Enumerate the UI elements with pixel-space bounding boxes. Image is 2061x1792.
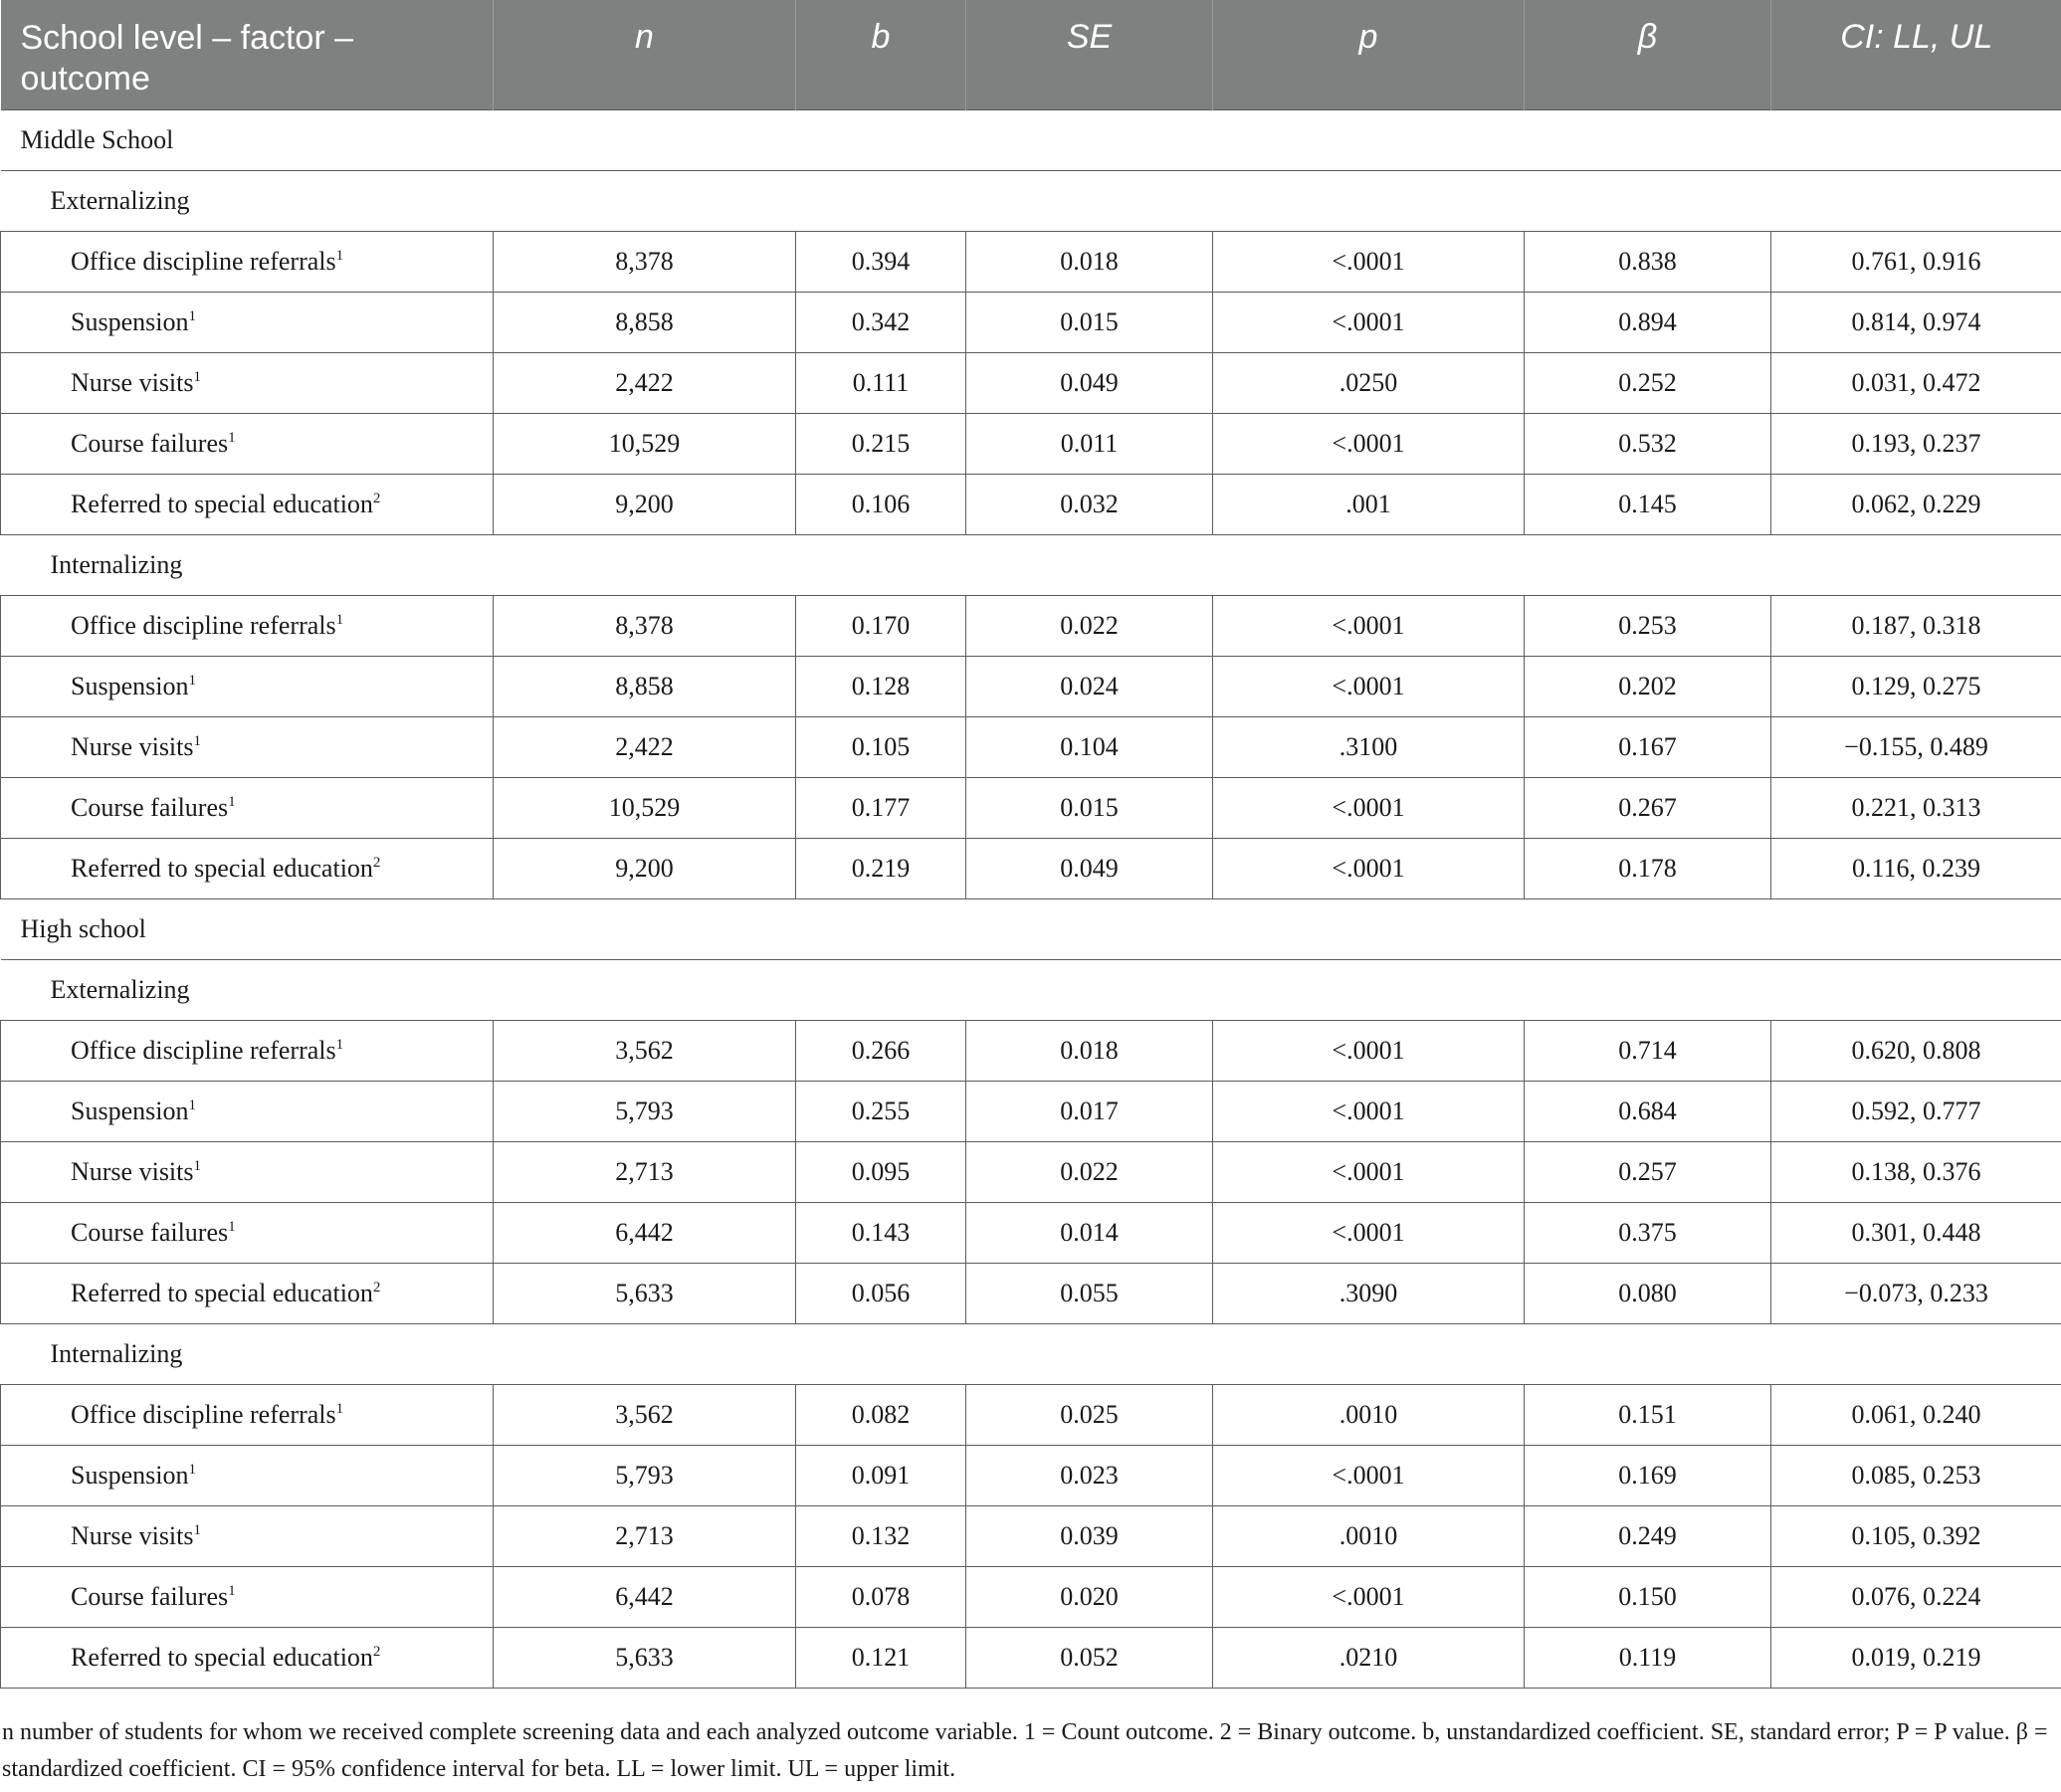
table-row xyxy=(1,352,2061,413)
outcome-type-marker: 1 xyxy=(335,1036,344,1053)
ci-cell: −0.073, 0.233 xyxy=(1771,1263,2061,1323)
table-row xyxy=(1,595,2061,656)
outcome-type-marker: 1 xyxy=(228,1582,236,1599)
beta-cell: 0.202 xyxy=(1525,656,1771,716)
outcome-label: Suspension xyxy=(71,1460,189,1490)
col-header-ci: CI: LL, UL xyxy=(1771,0,2061,109)
outcome-label: Nurse visits xyxy=(71,1156,194,1186)
table-row xyxy=(1,1384,2061,1445)
b-cell: 0.132 xyxy=(796,1505,966,1566)
beta-cell: 0.252 xyxy=(1525,352,1771,413)
beta-cell: 0.151 xyxy=(1525,1384,1771,1445)
beta-cell: 0.249 xyxy=(1525,1505,1771,1566)
p-cell: <.0001 xyxy=(1213,413,1525,474)
outcome-cell xyxy=(1,1141,494,1202)
col-header-school-level: School level – factor – outcome xyxy=(1,0,494,109)
p-cell: <.0001 xyxy=(1213,838,1525,898)
n-cell: 9,200 xyxy=(494,838,796,898)
p-cell: .3100 xyxy=(1213,716,1525,777)
b-cell: 0.215 xyxy=(796,413,966,474)
table-row xyxy=(1,413,2061,474)
factor-row xyxy=(1,170,2061,231)
b-cell: 0.266 xyxy=(796,1020,966,1081)
outcome-type-marker: 1 xyxy=(335,247,344,264)
outcome-type-marker: 1 xyxy=(193,1521,201,1538)
outcome-cell xyxy=(1,1384,494,1445)
outcome-cell xyxy=(1,352,494,413)
ci-cell: 0.592, 0.777 xyxy=(1771,1081,2061,1141)
ci-cell: 0.301, 0.448 xyxy=(1771,1202,2061,1263)
table-row xyxy=(1,1141,2061,1202)
outcome-type-marker: 1 xyxy=(188,1096,196,1113)
beta-cell: 0.684 xyxy=(1525,1081,1771,1141)
outcome-label: Office discipline referrals xyxy=(71,246,336,276)
ci-cell: 0.062, 0.229 xyxy=(1771,474,2061,534)
outcome-cell xyxy=(1,716,494,777)
beta-cell: 0.150 xyxy=(1525,1566,1771,1627)
p-cell: <.0001 xyxy=(1213,231,1525,292)
table-body xyxy=(1,109,2061,1688)
outcome-type-marker: 1 xyxy=(193,368,201,385)
p-cell: <.0001 xyxy=(1213,595,1525,656)
outcome-label: Referred to special education xyxy=(71,1278,373,1307)
ci-cell: 0.085, 0.253 xyxy=(1771,1445,2061,1505)
outcome-cell xyxy=(1,1020,494,1081)
se-cell: 0.022 xyxy=(966,595,1213,656)
beta-cell: 0.894 xyxy=(1525,292,1771,352)
table-row xyxy=(1,716,2061,777)
outcome-cell xyxy=(1,1202,494,1263)
se-cell: 0.049 xyxy=(966,352,1213,413)
b-cell: 0.394 xyxy=(796,231,966,292)
beta-cell: 0.375 xyxy=(1525,1202,1771,1263)
factor-row-label: Internalizing xyxy=(1,1323,2061,1384)
beta-cell: 0.167 xyxy=(1525,716,1771,777)
p-cell: .3090 xyxy=(1213,1263,1525,1323)
b-cell: 0.105 xyxy=(796,716,966,777)
outcome-label: Course failures xyxy=(71,792,229,822)
ci-cell: 0.221, 0.313 xyxy=(1771,777,2061,838)
table-row xyxy=(1,1263,2061,1323)
ci-cell: 0.187, 0.318 xyxy=(1771,595,2061,656)
b-cell: 0.342 xyxy=(796,292,966,352)
b-cell: 0.143 xyxy=(796,1202,966,1263)
outcome-label: Referred to special education xyxy=(71,1642,373,1672)
n-cell: 6,442 xyxy=(494,1202,796,1263)
n-cell: 10,529 xyxy=(494,413,796,474)
outcome-type-marker: 2 xyxy=(372,490,381,506)
beta-cell: 0.253 xyxy=(1525,595,1771,656)
outcome-label: Office discipline referrals xyxy=(71,610,336,640)
beta-cell: 0.169 xyxy=(1525,1445,1771,1505)
se-cell: 0.017 xyxy=(966,1081,1213,1141)
se-cell: 0.018 xyxy=(966,231,1213,292)
b-cell: 0.121 xyxy=(796,1627,966,1688)
outcome-type-marker: 1 xyxy=(228,1218,236,1235)
outcome-cell xyxy=(1,413,494,474)
n-cell: 5,793 xyxy=(494,1445,796,1505)
outcome-cell xyxy=(1,1505,494,1566)
outcome-cell xyxy=(1,1566,494,1627)
p-cell: .0250 xyxy=(1213,352,1525,413)
ci-cell: 0.193, 0.237 xyxy=(1771,413,2061,474)
beta-cell: 0.119 xyxy=(1525,1627,1771,1688)
outcome-label: Office discipline referrals xyxy=(71,1399,336,1429)
ci-cell: 0.620, 0.808 xyxy=(1771,1020,2061,1081)
p-cell: <.0001 xyxy=(1213,1020,1525,1081)
se-cell: 0.032 xyxy=(966,474,1213,534)
outcome-label: Office discipline referrals xyxy=(71,1035,336,1065)
col-header-n: n xyxy=(494,0,796,109)
table-row xyxy=(1,1081,2061,1141)
p-cell: .0010 xyxy=(1213,1505,1525,1566)
se-cell: 0.022 xyxy=(966,1141,1213,1202)
col-header-beta: β xyxy=(1525,0,1771,109)
col-header-b: b xyxy=(796,0,966,109)
section-row xyxy=(1,898,2061,959)
ci-cell: 0.076, 0.224 xyxy=(1771,1566,2061,1627)
n-cell: 5,633 xyxy=(494,1263,796,1323)
n-cell: 2,422 xyxy=(494,352,796,413)
ci-cell: 0.019, 0.219 xyxy=(1771,1627,2061,1688)
n-cell: 6,442 xyxy=(494,1566,796,1627)
n-cell: 2,422 xyxy=(494,716,796,777)
table-row xyxy=(1,1445,2061,1505)
section-row-label: Middle School xyxy=(1,109,2061,170)
factor-row-label: Internalizing xyxy=(1,534,2061,595)
p-cell: <.0001 xyxy=(1213,1141,1525,1202)
table-row xyxy=(1,1505,2061,1566)
outcome-type-marker: 2 xyxy=(372,1279,381,1295)
ci-cell: 0.116, 0.239 xyxy=(1771,838,2061,898)
outcome-cell xyxy=(1,474,494,534)
p-cell: <.0001 xyxy=(1213,1081,1525,1141)
table-row xyxy=(1,656,2061,716)
outcome-label: Suspension xyxy=(71,306,189,336)
table-footnote: n number of students for whom we received complete screening data and each analyzed outcome variable. 1 = Count outcome. 2 = Binary outcome. b, unstandardized coefficient. SE, standard error; P = P value. β = standardized coefficient. CI = 95% confidence interval for beta. LL = lower limit. UL = upper limit. xyxy=(2,1719,2048,1782)
beta-cell: 0.178 xyxy=(1525,838,1771,898)
n-cell: 2,713 xyxy=(494,1141,796,1202)
outcome-type-marker: 1 xyxy=(335,1400,344,1417)
outcome-cell xyxy=(1,292,494,352)
outcome-cell xyxy=(1,1263,494,1323)
outcome-label: Suspension xyxy=(71,671,189,700)
outcome-type-marker: 2 xyxy=(372,1643,381,1660)
b-cell: 0.078 xyxy=(796,1566,966,1627)
outcome-type-marker: 1 xyxy=(335,611,344,628)
n-cell: 5,633 xyxy=(494,1627,796,1688)
p-cell: <.0001 xyxy=(1213,1445,1525,1505)
b-cell: 0.091 xyxy=(796,1445,966,1505)
section-row-label: High school xyxy=(1,898,2061,959)
outcome-label: Course failures xyxy=(71,1581,229,1611)
n-cell: 8,858 xyxy=(494,656,796,716)
n-cell: 8,858 xyxy=(494,292,796,352)
p-cell: <.0001 xyxy=(1213,1566,1525,1627)
table-row xyxy=(1,292,2061,352)
outcome-label: Nurse visits xyxy=(71,1520,194,1550)
outcome-label: Suspension xyxy=(71,1095,189,1125)
b-cell: 0.056 xyxy=(796,1263,966,1323)
p-cell: .001 xyxy=(1213,474,1525,534)
p-cell: <.0001 xyxy=(1213,656,1525,716)
factor-row xyxy=(1,959,2061,1020)
b-cell: 0.177 xyxy=(796,777,966,838)
p-cell: .0210 xyxy=(1213,1627,1525,1688)
outcome-label: Nurse visits xyxy=(71,731,194,761)
b-cell: 0.128 xyxy=(796,656,966,716)
p-cell: <.0001 xyxy=(1213,1202,1525,1263)
b-cell: 0.106 xyxy=(796,474,966,534)
outcome-cell xyxy=(1,1081,494,1141)
p-cell: <.0001 xyxy=(1213,292,1525,352)
table-row xyxy=(1,474,2061,534)
outcome-type-marker: 1 xyxy=(193,1157,201,1174)
p-cell: <.0001 xyxy=(1213,777,1525,838)
table-row xyxy=(1,1627,2061,1688)
ci-cell: 0.138, 0.376 xyxy=(1771,1141,2061,1202)
outcome-type-marker: 1 xyxy=(228,429,236,446)
table-row xyxy=(1,1202,2061,1263)
se-cell: 0.018 xyxy=(966,1020,1213,1081)
outcome-label: Course failures xyxy=(71,1217,229,1247)
b-cell: 0.111 xyxy=(796,352,966,413)
outcome-label: Nurse visits xyxy=(71,367,194,397)
col-header-p: p xyxy=(1213,0,1525,109)
se-cell: 0.055 xyxy=(966,1263,1213,1323)
outcome-cell xyxy=(1,1445,494,1505)
n-cell: 8,378 xyxy=(494,595,796,656)
beta-cell: 0.145 xyxy=(1525,474,1771,534)
outcome-type-marker: 1 xyxy=(188,307,196,324)
table-row xyxy=(1,1566,2061,1627)
ci-cell: −0.155, 0.489 xyxy=(1771,716,2061,777)
b-cell: 0.255 xyxy=(796,1081,966,1141)
table-row xyxy=(1,777,2061,838)
beta-cell: 0.714 xyxy=(1525,1020,1771,1081)
n-cell: 3,562 xyxy=(494,1384,796,1445)
outcome-cell xyxy=(1,595,494,656)
factor-row-label: Externalizing xyxy=(1,170,2061,231)
ci-cell: 0.814, 0.974 xyxy=(1771,292,2061,352)
beta-cell: 0.532 xyxy=(1525,413,1771,474)
ci-cell: 0.061, 0.240 xyxy=(1771,1384,2061,1445)
beta-cell: 0.267 xyxy=(1525,777,1771,838)
beta-cell: 0.257 xyxy=(1525,1141,1771,1202)
ci-cell: 0.129, 0.275 xyxy=(1771,656,2061,716)
outcome-label: Referred to special education xyxy=(71,853,373,883)
se-cell: 0.015 xyxy=(966,292,1213,352)
table-row xyxy=(1,838,2061,898)
header-row xyxy=(1,0,2061,109)
outcome-cell xyxy=(1,656,494,716)
n-cell: 8,378 xyxy=(494,231,796,292)
se-cell: 0.039 xyxy=(966,1505,1213,1566)
n-cell: 10,529 xyxy=(494,777,796,838)
factor-row-label: Externalizing xyxy=(1,959,2061,1020)
table-row xyxy=(1,231,2061,292)
ci-cell: 0.761, 0.916 xyxy=(1771,231,2061,292)
se-cell: 0.015 xyxy=(966,777,1213,838)
b-cell: 0.082 xyxy=(796,1384,966,1445)
outcome-cell xyxy=(1,231,494,292)
outcome-cell xyxy=(1,777,494,838)
outcome-label: Referred to special education xyxy=(71,489,373,518)
outcome-type-marker: 1 xyxy=(188,672,196,689)
se-cell: 0.104 xyxy=(966,716,1213,777)
ci-cell: 0.031, 0.472 xyxy=(1771,352,2061,413)
b-cell: 0.170 xyxy=(796,595,966,656)
outcome-type-marker: 1 xyxy=(228,793,236,810)
factor-row xyxy=(1,1323,2061,1384)
se-cell: 0.020 xyxy=(966,1566,1213,1627)
n-cell: 5,793 xyxy=(494,1081,796,1141)
b-cell: 0.095 xyxy=(796,1141,966,1202)
p-cell: .0010 xyxy=(1213,1384,1525,1445)
ci-cell: 0.105, 0.392 xyxy=(1771,1505,2061,1566)
se-cell: 0.025 xyxy=(966,1384,1213,1445)
outcome-type-marker: 2 xyxy=(372,854,381,871)
se-cell: 0.052 xyxy=(966,1627,1213,1688)
se-cell: 0.049 xyxy=(966,838,1213,898)
outcome-label: Course failures xyxy=(71,428,229,458)
n-cell: 2,713 xyxy=(494,1505,796,1566)
outcome-type-marker: 1 xyxy=(193,732,201,749)
col-header-se: SE xyxy=(966,0,1213,109)
outcome-cell xyxy=(1,1627,494,1688)
se-cell: 0.014 xyxy=(966,1202,1213,1263)
b-cell: 0.219 xyxy=(796,838,966,898)
table-row xyxy=(1,1020,2061,1081)
beta-cell: 0.080 xyxy=(1525,1263,1771,1323)
n-cell: 3,562 xyxy=(494,1020,796,1081)
se-cell: 0.024 xyxy=(966,656,1213,716)
section-row xyxy=(1,109,2061,170)
se-cell: 0.011 xyxy=(966,413,1213,474)
factor-row xyxy=(1,534,2061,595)
se-cell: 0.023 xyxy=(966,1445,1213,1505)
n-cell: 9,200 xyxy=(494,474,796,534)
outcome-type-marker: 1 xyxy=(188,1461,196,1478)
beta-cell: 0.838 xyxy=(1525,231,1771,292)
outcome-cell xyxy=(1,838,494,898)
